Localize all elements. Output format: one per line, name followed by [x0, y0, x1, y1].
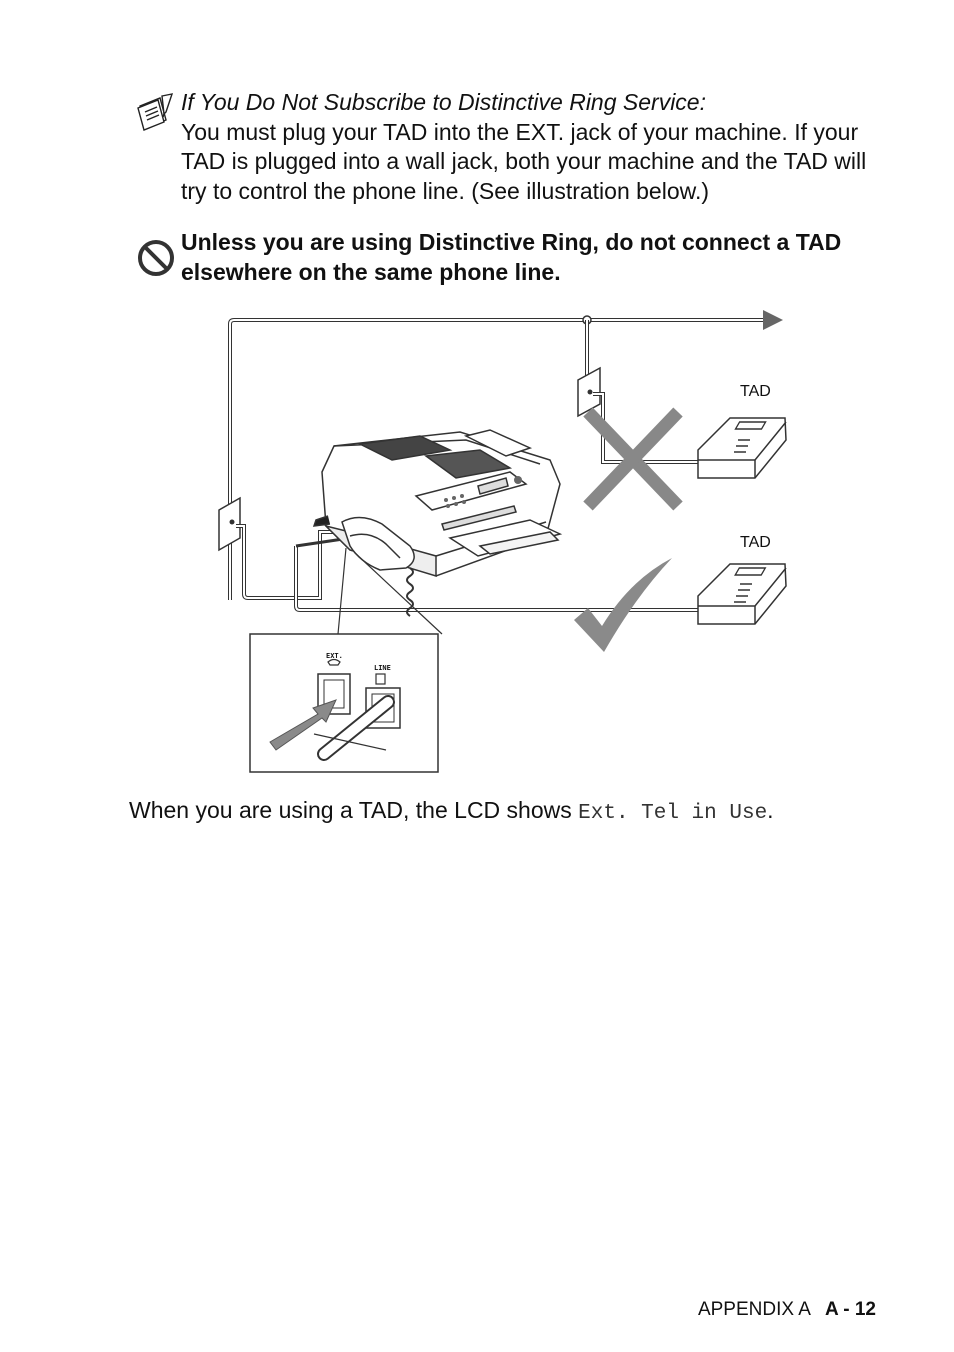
- prohibited-icon: [136, 238, 176, 278]
- lcd-prefix: When you are using a TAD, the LCD shows: [129, 797, 579, 823]
- arrow-icon: [763, 310, 783, 330]
- jack-line-label: LINE: [374, 664, 391, 672]
- note-block: [181, 88, 881, 206]
- tad-top-label: TAD: [740, 383, 771, 400]
- page-number: A - 12: [824, 1299, 876, 1320]
- page-footer: [698, 1299, 876, 1321]
- lcd-message: Ext. Tel in Use: [578, 802, 768, 825]
- note-heading: If You Do Not Subscribe to Distinctive Ring Service:: [181, 89, 706, 115]
- checkmark-icon: [574, 558, 672, 652]
- tad-connection-diagram: [210, 300, 810, 780]
- wall-jack-upper: [578, 320, 600, 416]
- note-pad-icon: [136, 92, 176, 132]
- fax-machine-illustration: [314, 430, 560, 616]
- warning-text: Unless you are using Distinctive Ring, do not connect a TAD elsewhere on the same phone line.: [181, 229, 842, 285]
- note-body: You must plug your TAD into the EXT. jack of your machine. If your TAD is plugged into a wall jack, both your machine and the TAD will try to control the phone line. (See illustration below.): [181, 118, 867, 204]
- tad-bottom-label: TAD: [740, 534, 771, 551]
- lcd-suffix: .: [767, 797, 774, 823]
- jack-ext-label: EXT.: [326, 652, 343, 660]
- tad-top: [698, 418, 786, 478]
- lcd-message-line: [129, 795, 774, 829]
- tad-bottom: [698, 564, 786, 624]
- footer-section: APPENDIX A: [697, 1299, 811, 1320]
- jack-detail-inset: [250, 634, 438, 772]
